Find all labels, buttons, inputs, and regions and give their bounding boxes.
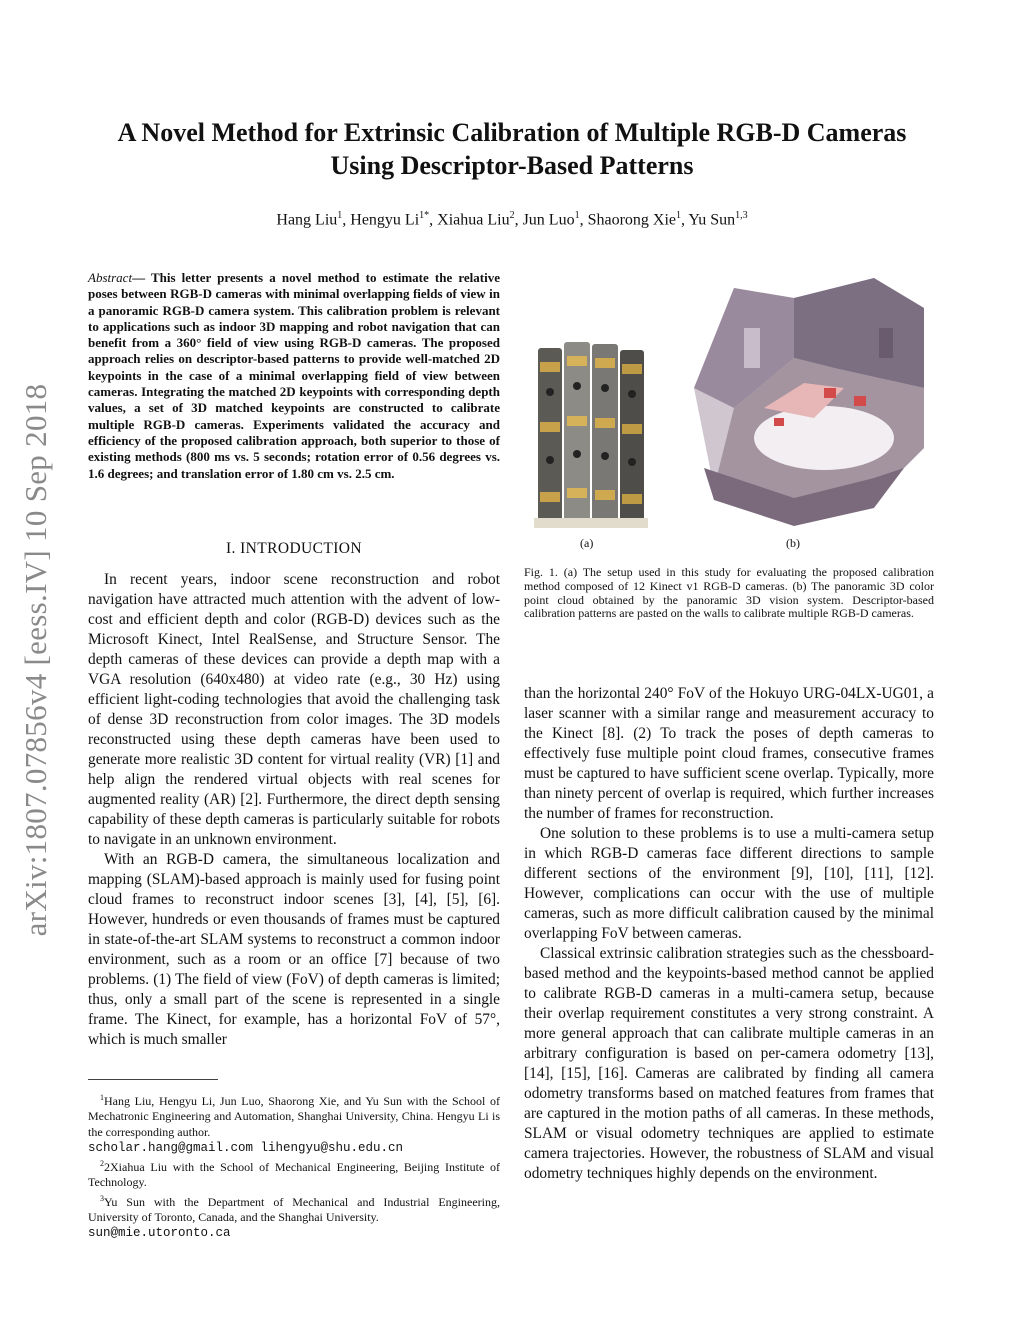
abstract-text: — This letter presents a novel method to estimate the relative poses between RGB-D cameras with minimal overlapping fields of view in a panoramic RGB-D camera system. This calibration problem is relevant to applications such as indoor 3D mapping and robot navigation that can benefit from a 360° field of view using RGB-D cameras. The proposed approach relies on descriptor-based patterns to provide well-matched 2D keypoints in the case of a minimal overlapping field of view between cameras. Integrating the matched 2D keypoints with corresponding depth values, a set of 3D matched keypoints are constructed to calibrate multiple RGB-D cameras. Experiments validated the accuracy and efficiency of the proposed calibration approach, both superior to those of existing methods (800 ms vs. 5 seconds; rotation error of 0.56 degrees vs. 1.6 degrees; and translation error of 1.80 cm vs. 2.5 cm. — [88, 270, 500, 481]
abstract — [88, 270, 500, 482]
subfigure-label-a: (a) — [580, 536, 594, 550]
author-affiliation: 1* — [419, 210, 430, 221]
section-heading-introduction: I. INTRODUCTION — [225, 540, 362, 557]
panoramic-point-cloud-image — [674, 268, 938, 532]
footnote: $^1$Hang Liu, Hengyu Li, Jun Luo, Shaorong Xie, and Yu Sun with the School of Mechatronic Engineering and Automation, Shanghai University, China. Hengyu Li is the corresponding author. scholar.hang@gmail.com lihengyu@shu.edu.cn — [88, 1093, 500, 1155]
intro-paragraph: In recent years, indoor scene reconstruction and robot navigation have attracted much attention with the advent of low-cost and efficient depth and color (RGB-D) devices such as the Microsoft Kinect, Intel RealSense, and Structure Sensor. The depth cameras of these devices can provide a depth map with a VGA resolution (640x480) at video rate (e.g., 30 Hz) using efficient light-coding technologies that avoid the challenging task of dense 3D reconstruction from color images. The 3D models reconstructed using these depth cameras have been used to generate more realistic 3D content for virtual reality (VR) [1] and help align the rendered virtual objects with real scenes for augmented reality (AR) [2]. Furthermore, the direct depth sensing capability of these depth cameras is particularly suitable for robots to navigate in an unknown environment. — [88, 571, 500, 848]
author-name: Hengyu Li — [350, 211, 420, 229]
title-line-1: A Novel Method for Extrinsic Calibration of Multiple RGB-D Cameras — [117, 118, 907, 147]
author-affiliation: 2 — [509, 210, 515, 221]
footnote: $^3$Yu Sun with the Department of Mechanical and Industrial Engineering, University of Toronto, Canada, and the Shanghai University. sun@mie.utoronto.ca — [88, 1193, 500, 1241]
footnote-rule — [88, 1079, 218, 1080]
footnote: $^2$2Xiahua Liu with the School of Mechanical Engineering, Beijing Institute of Technology. — [88, 1159, 500, 1190]
author-affiliation: 1 — [337, 210, 343, 221]
body-paragraph: Classical extrinsic calibration strategies such as the chessboard-based method and the keypoints-based method cannot be applied to calibrate RGB-D cameras in a multi-camera setup, because their overlap requirement constitutes a very strong constraint. A more general approach that can calibrate multiple cameras in an arbitrary configuration is based on per-camera odometry [13], [14], [15], [16]. Cameras are calibrated by finding all camera odometry transforms based on matched features from frames that are captured in the motion paths of all cameras. In these methods, SLAM or visual odometry techniques are applied to estimate camera trajectories. However, the robustness of SLAM and visual odometry techniques highly depends on the environment. — [524, 945, 934, 1182]
author-list: Hang Liu$^1$, Hengyu $Li^{1*}$, Xiahua Liu$^2$, Jun Luo$^1$, Shaorong Xie$^1$, Yu Sun$^{1,3}$ — [276, 210, 748, 229]
author-name: Hang Liu — [276, 211, 338, 229]
figure-1 — [524, 268, 938, 554]
author-affiliation: 1,3 — [735, 210, 748, 221]
paper-title — [60, 116, 964, 182]
right-column-body — [524, 684, 934, 1184]
camera-rig-image — [532, 342, 650, 532]
author-name: Yu Sun — [688, 211, 736, 229]
author-name: Xiahua Liu — [437, 211, 510, 229]
title-line-2: Using Descriptor-Based Patterns — [330, 151, 694, 180]
author-name: Jun Luo — [522, 211, 575, 229]
author-affiliation: 1 — [676, 210, 681, 221]
abstract-label: Abstract — [88, 270, 133, 285]
author-name: Shaorong Xie — [587, 211, 676, 229]
subfigure-label-b: (b) — [786, 536, 800, 550]
footnote-email[interactable]: scholar.hang@gmail.com lihengyu@shu.edu.cn — [88, 1140, 404, 1155]
introduction-body — [88, 570, 500, 1050]
figure-caption: Fig. 1. (a) The setup used in this study for evaluating the proposed calibration method composed of 12 Kinect v1 RGB-D cameras. (b) The panoramic 3D color point cloud obtained by the panoramic 3D vision system. Descriptor-based calibration patterns are pasted on the walls to calibrate multiple RGB-D cameras. — [524, 565, 934, 621]
footnotes — [88, 1090, 500, 1242]
author-affiliation: 1 — [574, 210, 580, 221]
body-paragraph: One solution to these problems is to use a multi-camera setup in which RGB-D cameras face different directions to sample different sections of the environment [9], [10], [11], [12]. However, complications can occur with the use of multiple cameras, such as more difficult calibration caused by the minimal overlapping FoV between cameras. — [524, 825, 934, 942]
footnote-email[interactable]: sun@mie.utoronto.ca — [88, 1226, 231, 1241]
arxiv-identifier: arXiv:1807.07856v4 [eess.IV] 10 Sep 2018 — [18, 383, 53, 937]
body-paragraph: than the horizontal 240° FoV of the Hokuyo URG-04LX-UG01, a laser scanner with a similar range and measurement accuracy to the Kinect [8]. (2) To track the poses of depth cameras to effectively fuse multiple point cloud frames, consecutive frames must be captured to have sufficient scene overlap. Typically, more than ninety percent of overlap is required, which further increases the number of frames for reconstruction. — [524, 685, 934, 822]
intro-paragraph: With an RGB-D camera, the simultaneous localization and mapping (SLAM)-based approach is mainly used for fusing point cloud frames to reconstruct indoor scenes [3], [4], [5], [6]. However, hundreds or even thousands of frames must be captured in state-of-the-art SLAM systems to reconstruct a common indoor environment, such as a room or an office [7] because of two problems. (1) The field of view (FoV) of depth cameras is limited; thus, only a small part of the scene is represented in a single frame. The Kinect, for example, has a horizontal FoV of 57°, which is much smaller — [88, 851, 500, 1048]
